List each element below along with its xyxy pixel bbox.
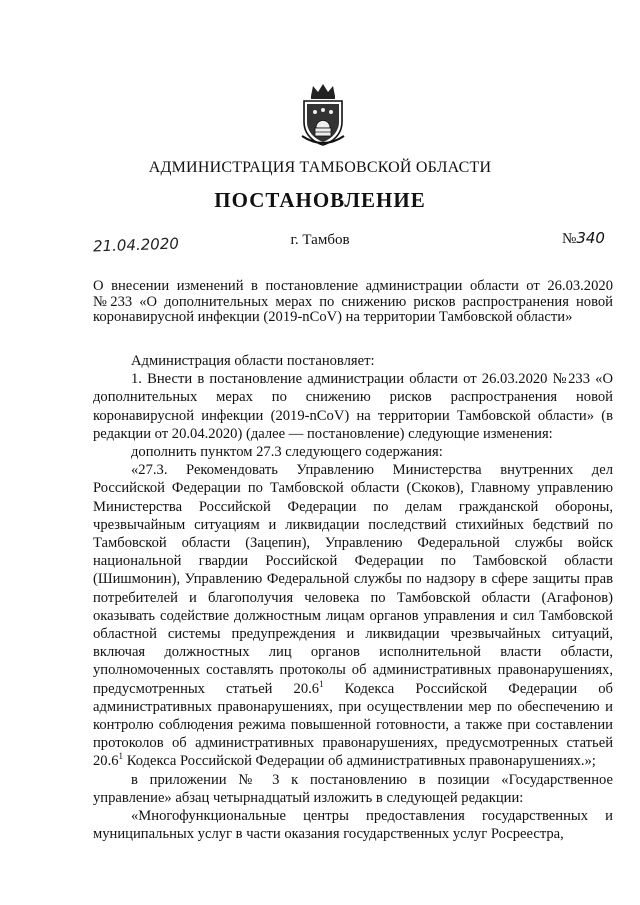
document-number-value: 340 bbox=[576, 229, 605, 247]
document-date: 21.04.2020 bbox=[92, 234, 180, 256]
tambov-coat-of-arms-icon bbox=[299, 82, 347, 148]
body-paragraph-2: дополнить пунктом 27.3 следующего содержания: bbox=[131, 444, 443, 461]
p3-part-2: Кодекса Российской Федерации об административных правонарушениях, при осуществлении мер по обеспечению и контролю соблюдения режима повышенной готовности, а также при составлении протоколов об административных правонарушениях, предусмотренных статьей 20.6 bbox=[93, 680, 613, 770]
document-city: г. Тамбов bbox=[290, 232, 350, 248]
body-paragraph-4: в приложении № 3 к постановлению в позиции «Государственное управление» абзац четырнадцатый изложить в следующей редакции: bbox=[93, 771, 613, 806]
coat-of-arms-emblem bbox=[299, 82, 347, 148]
body-paragraph-1: 1. Внести в постановление администрации области от 26.03.2020 №233 «О дополнительных мерах по снижению рисков распространения новой коронавирусной инфекции (2019-nCoV) на территории Тамбовской области» (в редакции от 20.04.2020) (далее — постановление) следующие изменения: bbox=[93, 371, 613, 442]
article-superscript-1: 1 bbox=[319, 678, 324, 689]
article-superscript-2: 1 bbox=[118, 751, 124, 762]
document-subject: О внесении изменений в постановление администрации области от 26.03.2020 №233 «О дополнительных мерах по снижению рисков распространения новой коронавирусной инфекции (2019-nCoV) на территории Тамбовской области» bbox=[93, 278, 613, 325]
document-number-prefix: № bbox=[562, 231, 577, 247]
document-body bbox=[93, 352, 613, 843]
body-intro: Администрация области постановляет: bbox=[131, 353, 375, 369]
body-paragraph-5: «Многофункциональные центры предоставления государственных и муниципальных услуг в части оказания государственных услуг Росреестра, bbox=[93, 808, 613, 843]
p3-part-1: «27.3. Рекомендовать Управлению Министерства внутренних дел Российской Федерации по Тамбовской области (Скоков), Главному управлению Министерства Российской Федерации по делам гражданской обороны, чрезвычайным ситуациям и ликвидации последствий стихийных бедствий по Тамбовской области (Зацепин), Управлению Федеральной службы войск национальной гвардии Российской Федерации по Тамбовской области (Шишмонин), Управлению Федеральной службы по надзору в сфере защиты прав потребителей и благополучия человека по Тамбовской области (Агафонов) оказывать содействие должностным лицам органов управления и сил Тамбовской областной системы предупреждения и ликвидации чрезвычайных ситуаций, включая должностных лиц органов исполнительной власти области, уполномоченных составлять протоколы об административных правонарушениях, предусмотренных статьей 20.6 bbox=[93, 462, 613, 697]
document-type-title: ПОСТАНОВЛЕНИЕ bbox=[214, 188, 426, 212]
organization-name: АДМИНИСТРАЦИЯ ТАМБОВСКОЙ ОБЛАСТИ bbox=[148, 159, 492, 176]
p3-part-3: Кодекса Российской Федерации об административных правонарушениях.»; bbox=[123, 753, 596, 770]
body-paragraph-3 bbox=[93, 461, 613, 770]
document-number bbox=[562, 229, 605, 248]
